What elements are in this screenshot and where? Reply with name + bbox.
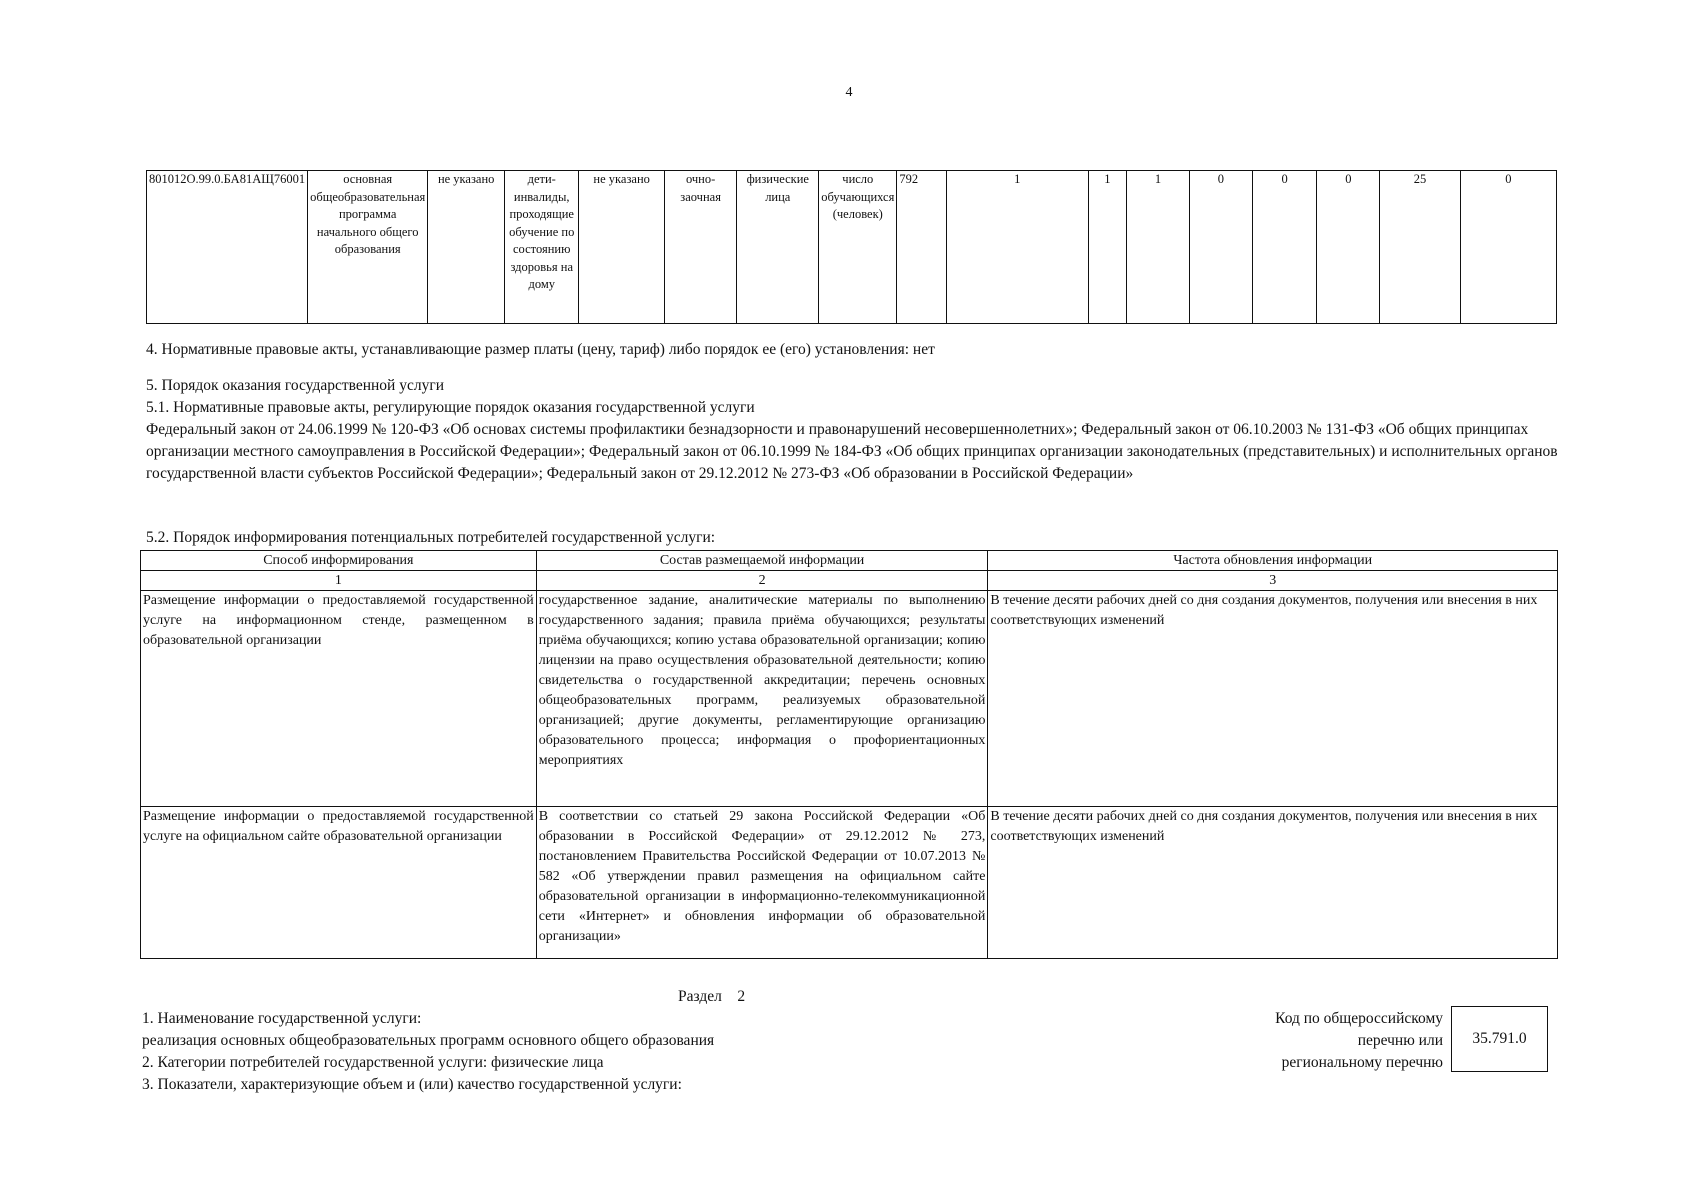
section-label: Раздел bbox=[678, 988, 722, 1005]
section-number: 2 bbox=[737, 988, 746, 1005]
value-cell: 0 bbox=[1189, 171, 1252, 324]
section-heading bbox=[678, 986, 745, 1008]
column-number: 3 bbox=[988, 571, 1558, 591]
section-5-title: 5. Порядок оказания государственной услуги bbox=[146, 377, 444, 394]
column-header: Частота обновления информации bbox=[988, 551, 1558, 571]
frequency-cell: В течение десяти рабочих дней со дня создания документов, получения или внесения в них соответствующих изменений bbox=[988, 807, 1558, 959]
table-row bbox=[141, 807, 1558, 959]
service-indicators: 3. Показатели, характеризующие объем и (или) качество государственной услуги: bbox=[142, 1076, 682, 1093]
method-cell: Размещение информации о предоставляемой государственной услуге на информационном стенде, размещенном в образовательной организации bbox=[141, 591, 537, 807]
code-label-line: региональному перечню bbox=[1281, 1054, 1443, 1071]
service-name-value: реализация основных общеобразовательных программ основного общего образования bbox=[142, 1032, 715, 1049]
category-cell: дети-инвалиды, проходящие обучение по состоянию здоровья на дому bbox=[505, 171, 579, 324]
unit-code-cell: 792 bbox=[897, 171, 946, 324]
code-value-box bbox=[1451, 1006, 1548, 1072]
content-cell: государственное задание, аналитические материалы по выполнению государственного задания; правила приёма обучающихся; результаты приёма обучающихся; копию устава образовательной организации; копию лицензии на право осуществления образовательной деятельности; копию свидетельства о государственной аккредитации; перечень основных общеобразовательных программ, реализуемых образовательной организацией; другие документы, регламентирующие организацию образовательного процесса; информация о профориентационных мероприятиях bbox=[536, 591, 988, 807]
content-cell: В соответствии со статьей 29 закона Российской Федерации «Об образовании в Российской Федерации» от 29.12.2012 № 273, постановлением Правительства Российской Федерации от 10.07.2013 № 582 «Об утверждении правил размещения на официальном сайте образовательной организации в информационно-телекоммуникационной сети «Интернет» и обновления информации об образовательной организации» bbox=[536, 807, 988, 959]
column-header: Способ информирования bbox=[141, 551, 537, 571]
cell: не указано bbox=[428, 171, 505, 324]
method-cell: Размещение информации о предоставляемой государственной услуге на официальном сайте образовательной организации bbox=[141, 807, 537, 959]
column-header: Состав размещаемой информации bbox=[536, 551, 988, 571]
code-value: 35.791.0 bbox=[1472, 1030, 1527, 1047]
value-cell: 0 bbox=[1317, 171, 1380, 324]
value-cell: 0 bbox=[1252, 171, 1317, 324]
code-label-line: Код по общероссийскому bbox=[1275, 1010, 1443, 1027]
table-header-row bbox=[141, 551, 1558, 571]
table-row bbox=[147, 171, 1557, 324]
service-categories: 2. Категории потребителей государственной услуги: физические лица bbox=[142, 1054, 604, 1071]
frequency-cell: В течение десяти рабочих дней со дня создания документов, получения или внесения в них соответствующих изменений bbox=[988, 591, 1558, 807]
registry-code-cell: 801012О.99.0.БА81АЩ76001 bbox=[147, 171, 308, 324]
section-4: 4. Нормативные правовые акты, устанавливающие размер платы (цену, тариф) либо порядок ее (его) установления: нет bbox=[146, 341, 935, 358]
column-number: 1 bbox=[141, 571, 537, 591]
form-cell: очно-заочная bbox=[664, 171, 736, 324]
program-cell: основная общеобразовательная программа начального общего образования bbox=[308, 171, 428, 324]
value-cell: 1 bbox=[1088, 171, 1126, 324]
indicator-cell: число обучающихся (человек) bbox=[819, 171, 897, 324]
consumers-cell: физические лица bbox=[737, 171, 819, 324]
table-number-row bbox=[141, 571, 1558, 591]
value-cell: 25 bbox=[1380, 171, 1460, 324]
page-number: 4 bbox=[845, 85, 853, 100]
section-5-1-text: Федеральный закон от 24.06.1999 № 120-ФЗ «Об основах системы профилактики безнадзорности и правонарушений несовершеннолетних»; Федеральный закон от 06.10.2003 № 131-ФЗ «Об общих принципах организации местного самоуправления в Российской Федерации»; Федеральный закон от 06.10.1999 № 184-ФЗ «Об общих принципах организации законодательных (представительных) и исполнительных органов государственной власти субъектов Российской Федерации»; Федеральный закон от 29.12.2012 № 273-ФЗ «Об образовании в Российской Федерации» bbox=[146, 421, 1558, 482]
code-label-line: перечню или bbox=[1357, 1032, 1443, 1049]
indicator-table bbox=[146, 170, 1557, 324]
cell: не указано bbox=[579, 171, 665, 324]
code-label bbox=[1150, 1008, 1443, 1074]
service-name-label: 1. Наименование государственной услуги: bbox=[142, 1010, 422, 1027]
table-row bbox=[141, 591, 1558, 807]
value-cell: 0 bbox=[1460, 171, 1556, 324]
section-5-1-title: 5.1. Нормативные правовые акты, регулирующие порядок оказания государственной услуги bbox=[146, 399, 755, 416]
column-number: 2 bbox=[536, 571, 988, 591]
value-cell: 1 bbox=[946, 171, 1088, 324]
information-table bbox=[140, 550, 1558, 959]
value-cell: 1 bbox=[1127, 171, 1190, 324]
section-5-2-title: 5.2. Порядок информирования потенциальных потребителей государственной услуги: bbox=[146, 529, 716, 546]
